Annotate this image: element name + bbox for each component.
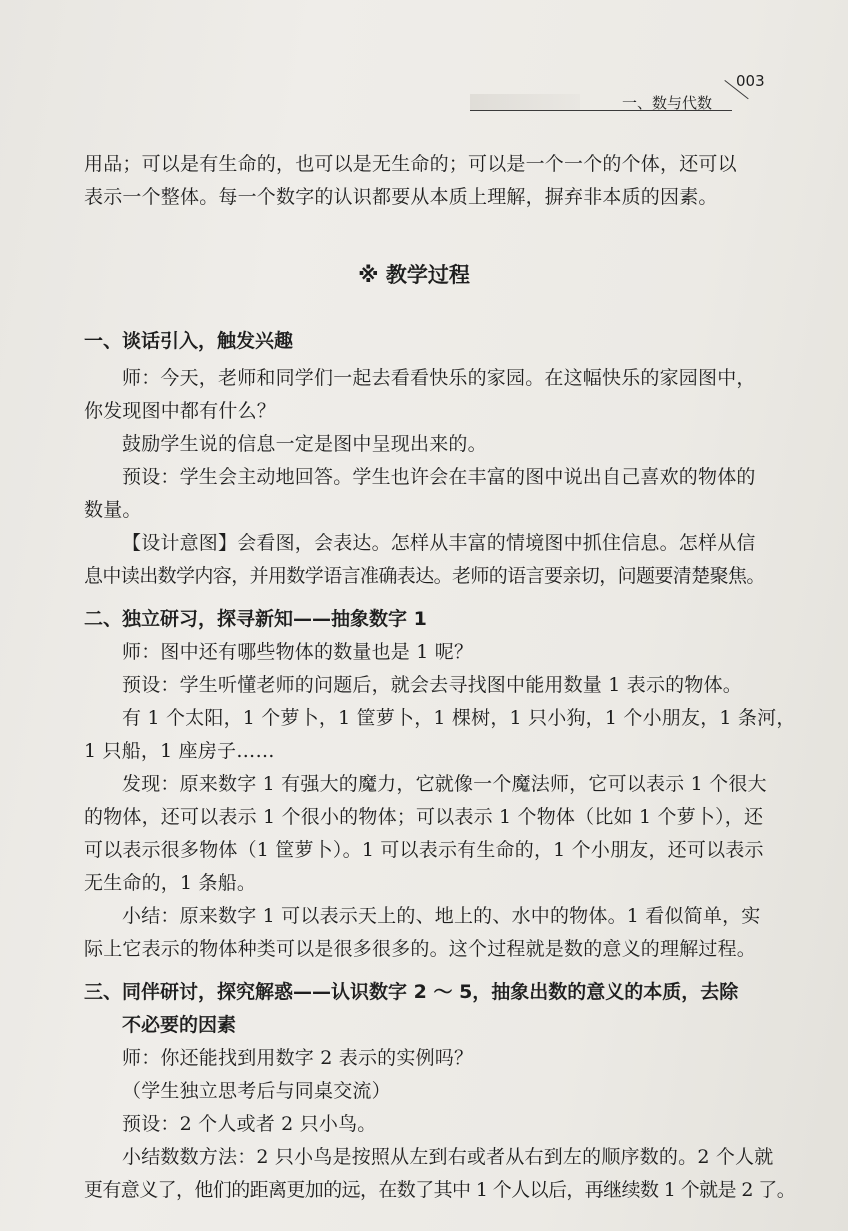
paragraph: 师：今天，老师和同学们一起去看看快乐的家园。在这幅快乐的家园图中，: [122, 367, 756, 389]
part2-heading: 二、独立研习，探寻新知——抽象数字 1: [84, 608, 427, 630]
paragraph-cont: 1 只船，1 座房子……: [84, 740, 275, 762]
part3-heading-line-1: 三、同伴研讨，探究解惑——认识数字 2 ～ 5，抽象出数的意义的本质，去除: [84, 981, 739, 1003]
page-number: 003: [736, 72, 765, 90]
bleed-through-text: [470, 94, 580, 110]
paragraph-cont: 无生命的，1 条船。: [84, 872, 257, 894]
paragraph: 小结数数方法：2 只小鸟是按照从左到右或者从右到左的顺序数的。2 个人就: [122, 1146, 774, 1168]
page-body: [84, 148, 796, 1207]
paragraph: 师：你还能找到用数字 2 表示的实例吗？: [122, 1047, 474, 1069]
part1-heading: 一、谈话引入，触发兴趣: [84, 330, 294, 352]
intro-line-2: 表示一个整体。每一个数字的认识都要从本质上理解，摒弃非本质的因素。: [84, 186, 718, 208]
paragraph-cont: 更有意义了，他们的距离更加的远，在数了其中 1 个人以后，再继续数 1 个就是 2 了。: [84, 1179, 796, 1201]
intro-line-1: 用品；可以是有生命的，也可以是无生命的；可以是一个一个的个体，还可以: [84, 153, 737, 175]
paragraph: 发现：原来数字 1 有强大的魔力，它就像一个魔法师，它可以表示 1 个很大: [122, 773, 767, 795]
paragraph: 预设：学生会主动地回答。学生也许会在丰富的图中说出自己喜欢的物体的: [122, 466, 756, 488]
paragraph-cont: 你发现图中都有什么？: [84, 400, 277, 422]
paragraph-cont: 的物体，还可以表示 1 个很小的物体；可以表示 1 个物体（比如 1 个萝卜），还: [84, 806, 764, 828]
paragraph: 预设：2 个人或者 2 只小鸟。: [122, 1113, 377, 1135]
section-title: ※ 教学过程: [358, 263, 470, 287]
paragraph: 师：图中还有哪些物体的数量也是 1 呢？: [122, 641, 474, 663]
paragraph: （学生独立思考后与同桌交流）: [122, 1080, 391, 1102]
running-header: 一、数与代数: [622, 94, 713, 112]
design-intent: 【设计意图】会看图，会表达。怎样从丰富的情境图中抓住信息。怎样从信: [122, 532, 756, 554]
paragraph: 小结：原来数字 1 可以表示天上的、地上的、水中的物体。1 看似简单，实: [122, 905, 761, 927]
part3-heading: [84, 976, 744, 1042]
design-intent-cont: 息中读出数学内容，并用数学语言准确表达。老师的语言要亲切，问题要清楚聚焦。: [84, 565, 765, 587]
paragraph-cont: 可以表示很多物体（1 筐萝卜）。1 可以表示有生命的，1 个小朋友，还可以表示: [84, 839, 764, 861]
paragraph-cont: 数量。: [84, 499, 142, 521]
paragraph: 鼓励学生说的信息一定是图中呈现出来的。: [122, 433, 487, 455]
part3-heading-line-2: 不必要的因素: [122, 1014, 237, 1036]
paragraph: 预设：学生听懂老师的问题后，就会去寻找图中能用数量 1 表示的物体。: [122, 674, 742, 696]
paragraph-cont: 际上它表示的物体种类可以是很多很多的。这个过程就是数的意义的理解过程。: [84, 938, 757, 960]
paragraph: 有 1 个太阳，1 个萝卜，1 筐萝卜，1 棵树，1 只小狗，1 个小朋友，1 条河，: [122, 707, 796, 729]
